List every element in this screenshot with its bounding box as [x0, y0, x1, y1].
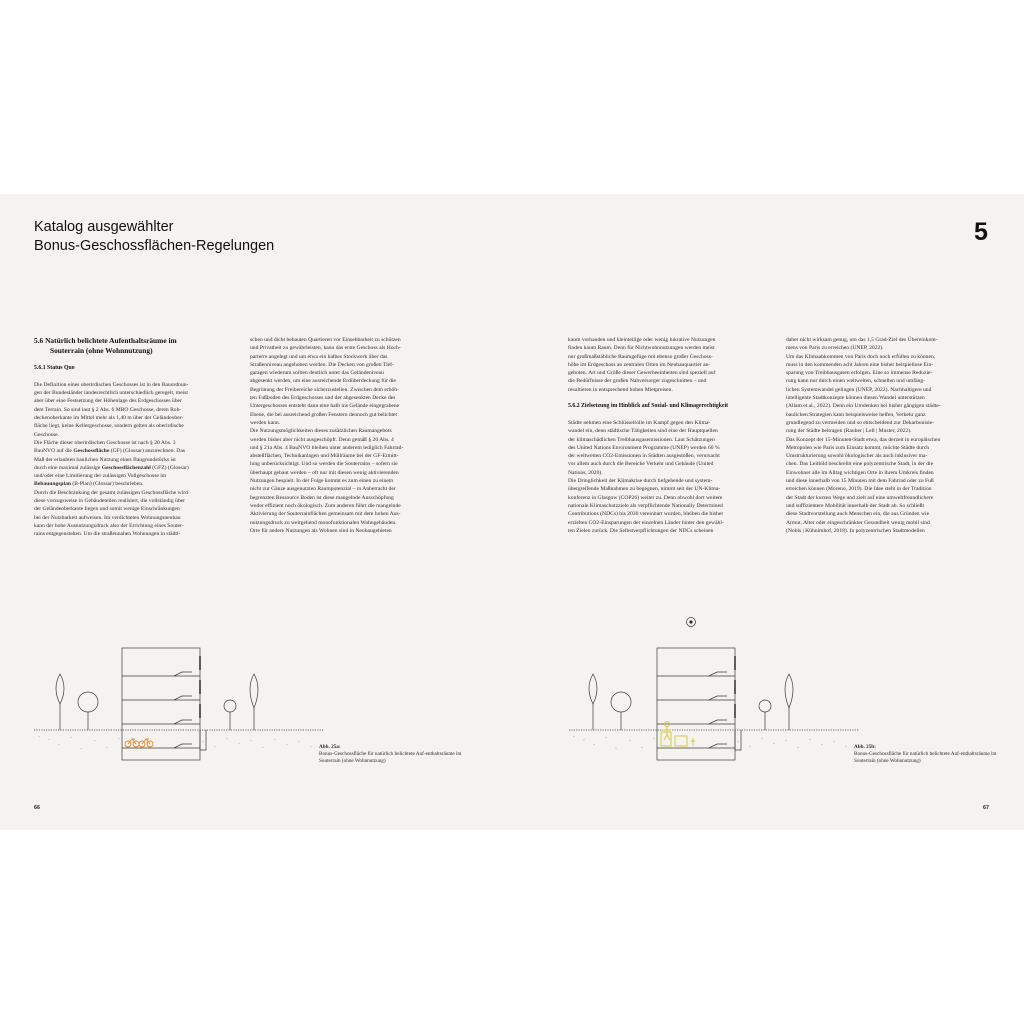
- text-line: grundlegend zu vermeiden und so entscheidend zur Dekarbonisie-: [786, 419, 935, 426]
- text-line: Durch die Beschränkung der gesamt zulässigen Geschossfläche wird: [34, 489, 188, 496]
- text-line: rung der Städte beitragen (Rauber | Lell | Muster, 2022).: [786, 428, 912, 435]
- text-line: der klimaschädlichen Treibhausgasemissionen. Laut Schätzungen: [568, 436, 715, 443]
- section-heading-line2: Souterrain (ohne Wohnnutzung): [50, 346, 153, 355]
- workspace-figure-icon: [661, 722, 695, 747]
- paragraph: [34, 439, 222, 489]
- text-line: begrenzten Ressource Boden ist diese mangelnde Ausschöpfung: [250, 494, 394, 501]
- text-line: und/oder eine Limitierung der zulässigen Vollgeschosse im: [34, 473, 167, 480]
- caption-text: Bonus-Geschossfläche für natürlich belichtete Auf-enthaltsräume im Souterrain (ohne Wohnnutzung): [854, 751, 997, 765]
- text-run: BauNVO auf die: [34, 448, 74, 455]
- text-line: [34, 464, 222, 472]
- text-run: durch eine maximal zulässige: [34, 464, 102, 471]
- chapter-title: [34, 218, 274, 256]
- text-line: aber über eine Festsetzung der Höhenlage des Erdgeschosses über: [34, 398, 182, 405]
- text-column-2: [250, 336, 438, 535]
- text-line: [34, 447, 222, 455]
- text-line: ten Fußboden des Erdgeschosses und der abgesenkten Decke des: [250, 395, 396, 402]
- text-line: dem Terrain. So sind laut § 2 Abs. 6 MBO Geschosse, deren Roh-: [34, 406, 182, 413]
- text-line: der Stadt der kurzen Wege und zielt auf eine umweltfreundlichere: [786, 494, 934, 501]
- text-line: und Privatheit zu gewährleisten, kann das erste Geschoss als Hoch-: [250, 345, 401, 352]
- text-line: [34, 480, 222, 488]
- text-line: nur großmaßstäbliche Raumgefüge mit ebenso großer Geschoss-: [568, 353, 713, 360]
- text-line: nationale Klimaschutzziele als verpflichtende Nationally Determined: [568, 502, 723, 509]
- text-line: Untergeschosses entsteht dann eine halb ins Gelände eingegrabene: [250, 403, 400, 410]
- text-line: Geschosse.: [34, 431, 60, 438]
- text-line: Die Dringlichkeit der Klimakrise durch tiefgehende und system-: [568, 478, 713, 485]
- text-line: vor allem auch durch die Bereiche Verkehr und Gebäude (United: [568, 461, 714, 468]
- text-line: nutzungsdruck zu weitgehend monofunktionalen Wohngebäuden.: [250, 519, 397, 526]
- text-line: weder effizient noch ökologisch. Zum anderen führt die mangelnde: [250, 502, 401, 509]
- text-line: fläche liegt, keine Kellergeschosse, sondern gelten als oberirdische: [34, 423, 184, 430]
- text-line: übergreifende Maßnahmen zu begegnen, nimmt seit der UN-Klima-: [568, 486, 721, 493]
- text-line: garagen wiederum sollten deutlich unter das Geländeniveau: [250, 370, 384, 377]
- text-line: deckenoberkante im Mittel mehr als 1,40 m über der Geländeober-: [34, 415, 184, 422]
- caption-label: Abb. 25b:: [854, 744, 876, 750]
- paragraph: [568, 336, 756, 394]
- paragraph: [34, 381, 222, 439]
- text-line: diese vorzugsweise in Gebäudeteilen realisiert, die vollständig über: [34, 498, 185, 505]
- page-number-left: 66: [34, 805, 40, 811]
- caption-text: Bonus-Geschossfläche für natürlich belichtete Auf-enthaltsräume im Souterrain (ohne Wohnnutzung): [319, 751, 462, 765]
- text-line: parterre angelegt und um etwa ein halbes Stockwerk über das: [250, 353, 388, 360]
- text-line: muss in den kommenden acht Jahren eine bisher beispiellose Ein-: [786, 361, 934, 368]
- text-column-4: [786, 336, 974, 535]
- text-run: (GF) (Glossar) anzurechnen. Das: [109, 448, 186, 455]
- text-line: Begrünung der Freibereiche sicherzustellen. Zwischen dem erhöh-: [250, 386, 399, 393]
- text-line: intelligente Stadtkonzepte können diesen Wandel unterstützen: [786, 395, 925, 402]
- glossary-term: Geschossflächenzahl: [101, 464, 151, 471]
- subsection-heading: 5.6.1 Status Quo: [34, 365, 75, 372]
- text-line: sparung von Treibhausgasen erfolgen. Eine so immense Reduzie-: [786, 370, 933, 377]
- text-line: Umstrukturierung sowohl ökologischer als auch inklusiver ma-: [786, 453, 928, 460]
- text-line: bei der Nutzbarkeit aufweisen. Im verdichteten Wohnungsneubau: [34, 514, 181, 521]
- text-line: rung kann nur durch einen weltweiten, schnellen und umfäng-: [786, 378, 926, 385]
- text-line: Metropolen wie Paris zum Einsatz kommt, möchte Städte durch: [786, 444, 930, 451]
- text-run: (B-Plan) (Glossar) beschrieben.: [71, 481, 144, 488]
- section-heading-line1: 5.6 Natürlich belichtete Aufenthaltsräume im: [34, 336, 177, 345]
- figure-caption-25b: [854, 744, 1004, 766]
- subsection-heading: 5.6.2 Zielsetzung im Hinblick auf Sozial- und Klimagerechtigkeit: [568, 403, 729, 410]
- text-line: der weltweiten CO2-Emissionen in Städten ausgestoßen, verursacht: [568, 453, 720, 460]
- text-line: höhe im Erdgeschoss an zentralen Orten im Neubauquartier an-: [568, 361, 711, 368]
- text-line: überhaupt gebaut werden – oft nur mit diesen wenig aktivierenden: [250, 469, 399, 476]
- text-column-3: [568, 336, 756, 535]
- target-mark-icon: [685, 616, 697, 628]
- text-line: rains entgegenstehen. Um die straßennahen Wohnungen in städti-: [34, 531, 181, 538]
- text-line: nicht zur Gänze ausgenutzten Raumpotenzial – in Anbetracht der: [250, 486, 396, 493]
- text-line: werden kann.: [250, 419, 281, 426]
- bicycle-icon: [125, 739, 153, 747]
- text-line: erreichen können (Moreno, 2019). Die Idee steht in der Tradition: [786, 486, 932, 493]
- text-line: Orte für andere Nutzungen als Wohnen sind in Neubaugebieten: [250, 527, 392, 534]
- paragraph: [250, 336, 438, 427]
- text-line: Straßenniveau angehoben werden. Die Decken von großen Tief-: [250, 361, 394, 368]
- text-line: Aktivierung der Souterrainflächen gemeinsam mit dem hohen Aus-: [250, 511, 401, 518]
- text-line: Ebene, die bei ausreichend großen Fenstern dennoch gut belichtet: [250, 411, 398, 418]
- text-line: Maß der erlaubten baulichen Nutzung eines Baugrundstücks ist: [34, 456, 176, 463]
- text-line: ten Zielen zurück. Die Selbstverpflichtungen der NDCs scheinen: [568, 527, 714, 534]
- paragraph: [34, 489, 222, 539]
- text-line: daher nicht wirksam genug, um das 1,5 Grad-Ziel des Übereinkom-: [786, 337, 938, 343]
- figure-caption-25a: [319, 744, 469, 766]
- paragraph: [786, 336, 974, 353]
- text-line: diese Stadtvorstellung auch Menschen ein, die aus Gründen wie: [786, 511, 930, 518]
- text-line: gen der Bundesländer landesrechtlich unterschiedlich geregelt, meist: [34, 390, 188, 397]
- text-line: lung unberücksichtigt. Und so werden die Souterrains – sofern sie: [250, 461, 398, 468]
- paragraph: [568, 419, 756, 477]
- text-line: konferenz in Glasgow (COP26) weiter zu. Denn obwohl dort weitere: [568, 494, 723, 501]
- text-line: Armut, Alter oder eingeschränkter Gesundheit wenig mobil sind: [786, 519, 930, 526]
- text-column-1: [34, 336, 222, 539]
- text-run: (GFZ) (Glossar): [150, 464, 189, 471]
- chapter-title-line2: Bonus-Geschossflächen-Regelungen: [34, 238, 275, 254]
- text-line: Nutzungen bespielt. In der Folge kommt es zum einen zu einem: [250, 478, 394, 485]
- text-line: kaum vorhanden und kleinteilige oder wenig lukrative Nutzungen: [568, 337, 716, 343]
- section-heading: [34, 336, 222, 356]
- text-line: Contributions (NDCs) bis 2030 vereinbart wurden, bleiben die bisher: [568, 511, 724, 518]
- text-line: die Bedürfnisse der großen Nahversorger zugeschnitten – und: [568, 378, 707, 385]
- text-line: abgesenkt werden, um eine ausreichende Erdüberdeckung für die: [250, 378, 396, 385]
- text-line: chen. Das Leitbild beschreibt eine polyzentrische Stadt, in der die: [786, 461, 934, 468]
- paragraph: [786, 353, 974, 436]
- paragraph: [250, 427, 438, 535]
- text-line: Die Fläche dieser oberirdischen Geschosse ist nach § 20 Abs. 3: [34, 439, 176, 446]
- book-spread: [0, 194, 1024, 830]
- text-line: kann der hohe Ausnutzungsdruck also der Errichtung eines Souter-: [34, 522, 184, 529]
- text-line: und diese innerhalb von 15 Minuten mit dem Fahrrad oder zu Fuß: [786, 478, 934, 485]
- section-drawing-figure-25b: [569, 644, 869, 764]
- paragraph: [786, 436, 974, 536]
- text-line: baulichen Strategien kann beispielsweise helfen, Verkehr ganz: [786, 411, 926, 418]
- chapter-number: 5: [974, 218, 988, 246]
- glossary-term: Geschossfläche: [73, 448, 110, 455]
- text-line: und suffizientere Mobilität innerhalb der Stadt ab. So schließt: [786, 502, 924, 509]
- text-line: und § 21a Abs. 4 BauNVO bleiben unter anderem lediglich Fahrrad-: [250, 444, 404, 451]
- text-line: mens von Paris zu erreichen (UNEP, 2022).: [786, 345, 884, 352]
- text-line: lichen Systemwandel gelingen (UNEP, 2022). Nachhaltigere und: [786, 386, 932, 393]
- text-line: (Nobis | Kühnimhof, 2018). In polyzentrischen Stadtmodellen: [786, 527, 925, 534]
- text-line: Die Nutzungsmöglichkeiten dieses zusätzlichen Raumangebots: [250, 428, 392, 435]
- text-line: Um das Klimaabkommen von Paris doch noch erfüllen zu können,: [786, 353, 936, 360]
- text-line: resultieren in entsprechend hohen Mietpreisen.: [568, 386, 673, 393]
- caption-label: Abb. 25a:: [319, 744, 341, 750]
- text-line: Einwohner alle im Alltag wichtigen Orte in ihrem Umkreis finden: [786, 469, 934, 476]
- text-line: (Allam et al., 2022). Denn ein Umdenken bei bisher gängigen städte-: [786, 403, 941, 410]
- text-line: schen und dicht bebauten Quartieren vor Einsehbarkeit zu schützen: [250, 337, 401, 343]
- text-line: Städte nehmen eine Schlüsselrolle im Kampf gegen den Klima-: [568, 419, 711, 426]
- page-number-right: 67: [983, 805, 989, 811]
- paragraph: [568, 477, 756, 535]
- text-line: erzielten CO2-Einsparungen der einzelnen Länder hinter den gewähl-: [568, 519, 724, 526]
- section-drawing-figure-25a: [34, 644, 334, 764]
- text-line: Nations, 2020).: [568, 469, 603, 476]
- text-line: Das Konzept der 15-Minuten-Stadt etwa, das derzeit in europäischen: [786, 436, 941, 443]
- text-line: wandel ein, denn städtische Tätigkeiten sind eine der Hauptquellen: [568, 428, 718, 435]
- text-line: geboten. Art und Größe dieser Gewerbeeinheiten sind speziell auf: [568, 370, 716, 377]
- text-line: des United Nations Environment Programme (UNEP) werden 60 %: [568, 444, 720, 451]
- chapter-title-line1: Katalog ausgewählter: [34, 219, 174, 235]
- text-line: werden bisher aber nicht ausgeschöpft. Denn gemäß § 20 Abs. 4: [250, 436, 394, 443]
- text-line: finden kaum Raum. Denn für Nichtwohnnutzungen werden meist: [568, 345, 715, 352]
- text-line: abstellflächen, Technikanlagen und Müllräume bei der GF-Ermitt-: [250, 453, 399, 460]
- text-line: Die Definition eines oberirdischen Geschosses ist in den Bauordnun-: [34, 381, 189, 388]
- glossary-term: Bebauungsplan: [34, 481, 72, 488]
- text-line: der Geländeoberkante liegen und somit wenige Einschränkungen: [34, 506, 180, 513]
